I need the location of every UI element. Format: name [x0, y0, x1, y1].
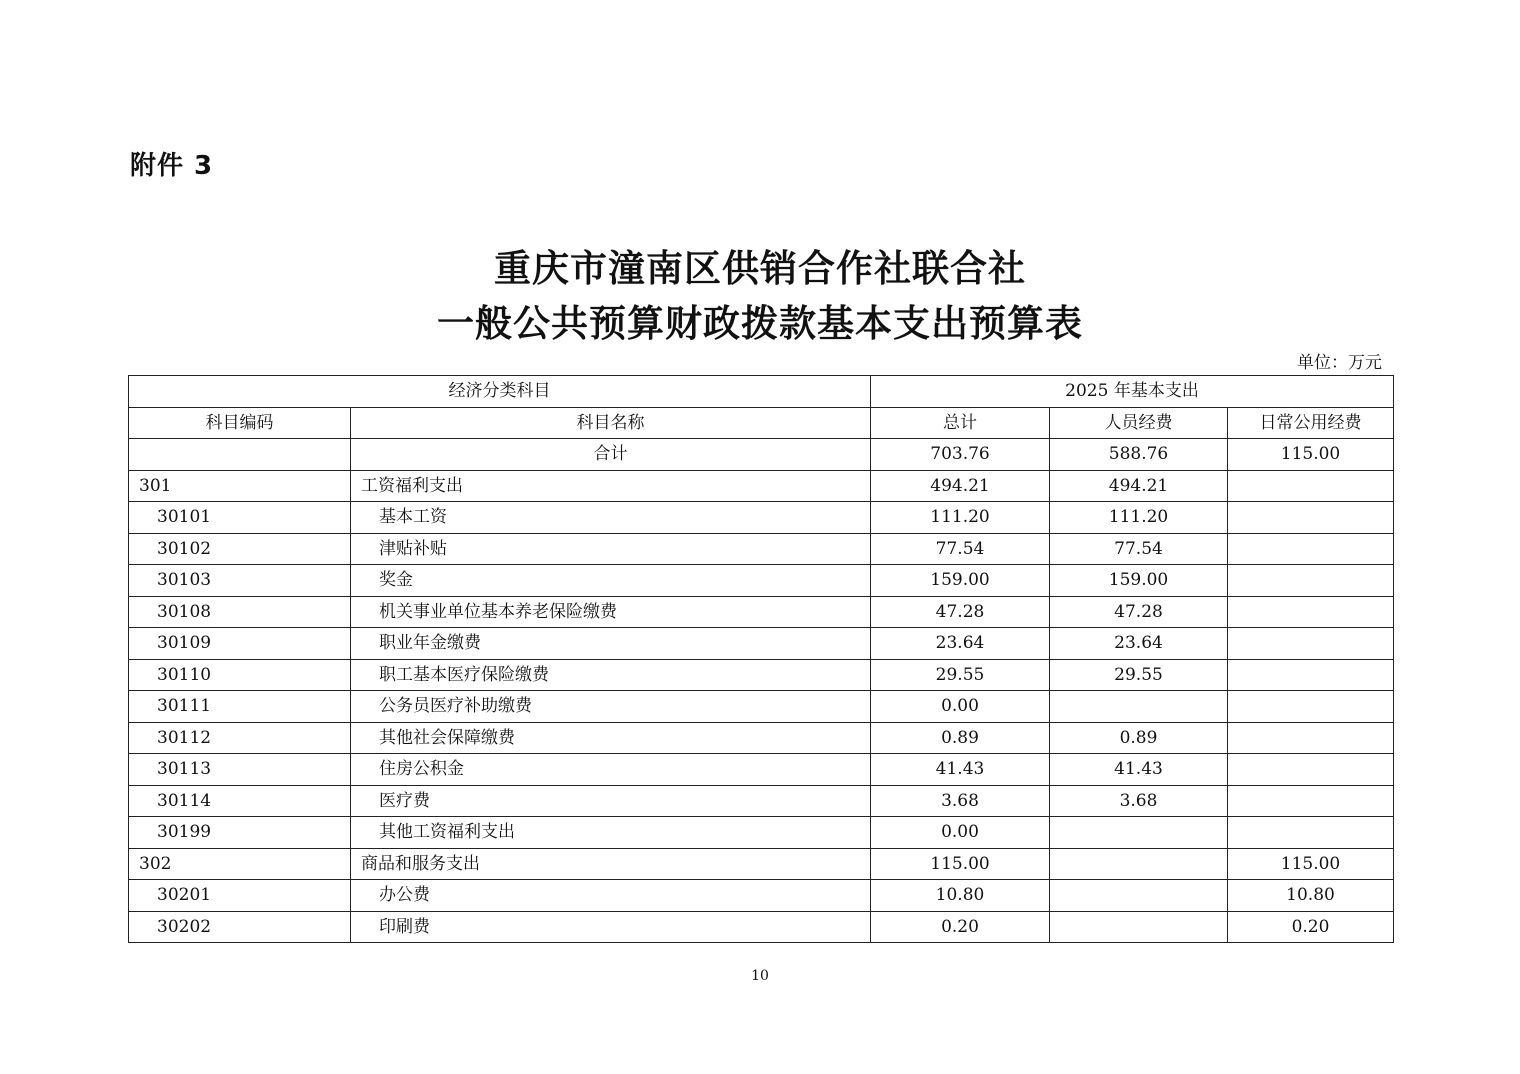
total-row-public: 115.00	[1228, 439, 1394, 471]
table-row	[129, 659, 1394, 691]
row-personnel: 111.20	[1050, 502, 1228, 534]
table-row	[129, 785, 1394, 817]
row-total: 0.20	[871, 911, 1050, 943]
total-row	[129, 439, 1394, 471]
row-public	[1228, 817, 1394, 849]
row-code: 30112	[129, 722, 351, 754]
attachment-label: 附件 3	[130, 151, 214, 181]
unit-label: 单位：万元	[1297, 353, 1382, 373]
row-total: 77.54	[871, 533, 1050, 565]
table-row	[129, 565, 1394, 597]
row-public: 10.80	[1228, 880, 1394, 912]
row-personnel	[1050, 848, 1228, 880]
page-number: 10	[751, 968, 769, 984]
column-header-name: 科目名称	[351, 407, 871, 439]
table-row	[129, 470, 1394, 502]
row-name: 其他工资福利支出	[351, 817, 871, 849]
row-personnel: 0.89	[1050, 722, 1228, 754]
row-total: 10.80	[871, 880, 1050, 912]
document-title-line1: 重庆市潼南区供销合作社联合社	[494, 247, 1026, 290]
row-name: 公务员医疗补助缴费	[351, 691, 871, 723]
row-name: 职业年金缴费	[351, 628, 871, 660]
row-total: 115.00	[871, 848, 1050, 880]
row-public	[1228, 596, 1394, 628]
row-public	[1228, 659, 1394, 691]
row-personnel	[1050, 817, 1228, 849]
table-row	[129, 628, 1394, 660]
row-code: 30109	[129, 628, 351, 660]
row-code: 30110	[129, 659, 351, 691]
table-row	[129, 817, 1394, 849]
table-row	[129, 691, 1394, 723]
row-code: 30114	[129, 785, 351, 817]
table-row	[129, 754, 1394, 786]
table-row	[129, 533, 1394, 565]
row-total: 3.68	[871, 785, 1050, 817]
row-public: 0.20	[1228, 911, 1394, 943]
row-name: 医疗费	[351, 785, 871, 817]
total-row-total: 703.76	[871, 439, 1050, 471]
group-header-row	[129, 376, 1394, 408]
total-row-code	[129, 439, 351, 471]
row-public	[1228, 565, 1394, 597]
row-name: 机关事业单位基本养老保险缴费	[351, 596, 871, 628]
row-public	[1228, 754, 1394, 786]
table-row	[129, 911, 1394, 943]
table-row	[129, 502, 1394, 534]
row-code: 301	[129, 470, 351, 502]
group-header-economic-class: 经济分类科目	[129, 376, 871, 408]
row-total: 0.00	[871, 817, 1050, 849]
row-name: 职工基本医疗保险缴费	[351, 659, 871, 691]
budget-table-body	[129, 376, 1394, 943]
row-personnel: 41.43	[1050, 754, 1228, 786]
table-row	[129, 722, 1394, 754]
row-name: 奖金	[351, 565, 871, 597]
row-name: 津贴补贴	[351, 533, 871, 565]
row-personnel: 3.68	[1050, 785, 1228, 817]
column-header-total: 总计	[871, 407, 1050, 439]
row-code: 30111	[129, 691, 351, 723]
row-personnel: 77.54	[1050, 533, 1228, 565]
row-total: 111.20	[871, 502, 1050, 534]
row-total: 494.21	[871, 470, 1050, 502]
row-personnel: 159.00	[1050, 565, 1228, 597]
table-row	[129, 880, 1394, 912]
row-name: 其他社会保障缴费	[351, 722, 871, 754]
row-name: 住房公积金	[351, 754, 871, 786]
row-personnel	[1050, 691, 1228, 723]
row-public	[1228, 628, 1394, 660]
row-personnel: 494.21	[1050, 470, 1228, 502]
row-code: 302	[129, 848, 351, 880]
row-personnel: 29.55	[1050, 659, 1228, 691]
row-code: 30199	[129, 817, 351, 849]
row-public	[1228, 533, 1394, 565]
row-personnel	[1050, 880, 1228, 912]
document-title-line2: 一般公共预算财政拨款基本支出预算表	[437, 302, 1083, 345]
row-code: 30101	[129, 502, 351, 534]
row-name: 工资福利支出	[351, 470, 871, 502]
row-personnel: 47.28	[1050, 596, 1228, 628]
row-total: 47.28	[871, 596, 1050, 628]
column-header-public: 日常公用经费	[1228, 407, 1394, 439]
row-public: 115.00	[1228, 848, 1394, 880]
row-personnel	[1050, 911, 1228, 943]
row-total: 159.00	[871, 565, 1050, 597]
column-header-row	[129, 407, 1394, 439]
total-row-personnel: 588.76	[1050, 439, 1228, 471]
row-public	[1228, 785, 1394, 817]
row-name: 基本工资	[351, 502, 871, 534]
group-header-basic-expenditure: 2025 年基本支出	[871, 376, 1394, 408]
row-code: 30108	[129, 596, 351, 628]
row-code: 30202	[129, 911, 351, 943]
row-public	[1228, 691, 1394, 723]
row-name: 商品和服务支出	[351, 848, 871, 880]
row-personnel: 23.64	[1050, 628, 1228, 660]
row-code: 30113	[129, 754, 351, 786]
budget-table	[128, 375, 1394, 943]
row-total: 23.64	[871, 628, 1050, 660]
column-header-code: 科目编码	[129, 407, 351, 439]
row-name: 印刷费	[351, 911, 871, 943]
row-total: 41.43	[871, 754, 1050, 786]
row-total: 0.89	[871, 722, 1050, 754]
row-total: 29.55	[871, 659, 1050, 691]
row-public	[1228, 470, 1394, 502]
row-total: 0.00	[871, 691, 1050, 723]
row-code: 30102	[129, 533, 351, 565]
table-row	[129, 596, 1394, 628]
row-public	[1228, 502, 1394, 534]
row-code: 30103	[129, 565, 351, 597]
row-name: 办公费	[351, 880, 871, 912]
total-row-label: 合计	[351, 439, 871, 471]
row-code: 30201	[129, 880, 351, 912]
row-public	[1228, 722, 1394, 754]
table-row	[129, 848, 1394, 880]
column-header-personnel: 人员经费	[1050, 407, 1228, 439]
